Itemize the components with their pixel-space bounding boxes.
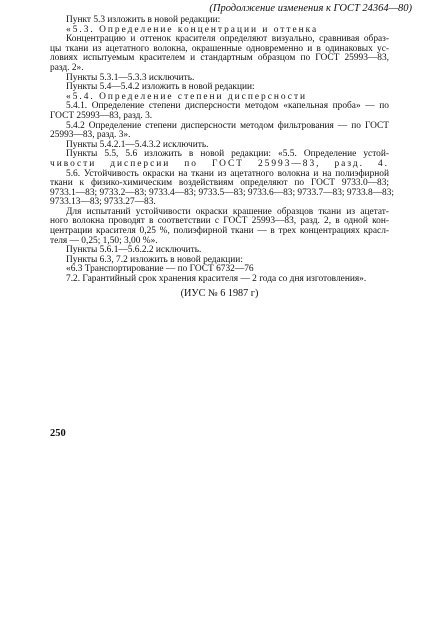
text-line: ткани к физико-химическим воздействиям определяют по ГОСТ 9733.0—83; xyxy=(50,178,389,189)
text-line: ГОСТ 25993—83, разд. 3. xyxy=(50,110,153,121)
continuation-header: (Продолжение изменения к ГОСТ 24364—80) xyxy=(209,3,412,14)
text-line: 7.2. Гарантийный срок хранения красителя — 2 года со дня изготовления». xyxy=(66,274,367,285)
text-line: 9733.1—83; 9733.2—83; 9733.4—83; 9733.5—83; 9733.6—83; 9733.7—83; 9733.8—83; xyxy=(50,187,395,198)
text-line: «5.4. Определение степени дисперсности xyxy=(66,91,308,102)
text-line: Пункты 5.4.2.1—5.4.3.2 исключить. xyxy=(66,139,209,150)
text-line: «5.3. Определение концентрации и оттенка xyxy=(66,24,319,35)
text-line: Пункт 5.3 изложить в новой редакции: xyxy=(66,15,221,25)
source-reference: (ИУС № 6 1987 г) xyxy=(180,287,259,299)
page-number: 250 xyxy=(50,428,66,439)
text-line: 25993—83, разд. 3». xyxy=(50,130,131,141)
text-line: Пункты 6.3, 7.2 изложить в новой редакции: xyxy=(66,254,243,265)
text-line: 5.4.1. Определение степени дисперсности методом «капельная проба» — по xyxy=(66,101,389,112)
text-line: Пункты 5.3.1—5.3.3 исключить. xyxy=(66,72,195,83)
text-line: 9733.13—83; 9733.27—83. xyxy=(50,197,156,208)
text-line: ловиях испытуемым красителем и стандартным образцом по ГОСТ 25993—83, xyxy=(50,53,389,64)
text-line: теля — 0,25; 1,50; 3,00 %». xyxy=(50,235,158,246)
document-body xyxy=(0,16,422,298)
text-line: ного волокна проводят в соответствии с ГОСТ 25993—83, разд. 2, в одной кон- xyxy=(50,216,389,227)
text-line: Концентрацию и оттенок красителя определяют визуально, сравнивая образ- xyxy=(66,34,389,45)
text-line: Пункты 5.4—5.4.2 изложить в новой редакции: xyxy=(66,82,255,93)
text-line: цы ткани из ацетатного волокна, окрашенные одновременно и в одинаковых ус- xyxy=(50,43,389,54)
text-line: 5.4.2 Определение степени дисперсности методом фильтрования — по ГОСТ xyxy=(66,120,389,131)
text-line: разд. 2». xyxy=(50,62,84,73)
text-line: Пункты 5.6.1—5.6.2.2 исключить. xyxy=(66,245,202,256)
text-line: чивости дисперсии по ГОСТ 25993—83, разд. 4. xyxy=(50,158,389,169)
text-line: Для испытаний устойчивости окраски крашение образцов ткани из ацетат- xyxy=(66,206,389,217)
text-line: 5.6. Устойчивость окраски на ткани из ацетатного волокна и на полиэфирной xyxy=(66,168,389,179)
text-line: Пункты 5.5, 5.6 изложить в новой редакции: «5.5. Определение устой- xyxy=(66,149,389,160)
text-line: «6.3 Транспортирование — по ГОСТ 6732—76 xyxy=(66,264,254,275)
text-line: центрации красителя 0,25 %, полиэфирной ткани — в трех концентрациях красл- xyxy=(50,226,389,237)
